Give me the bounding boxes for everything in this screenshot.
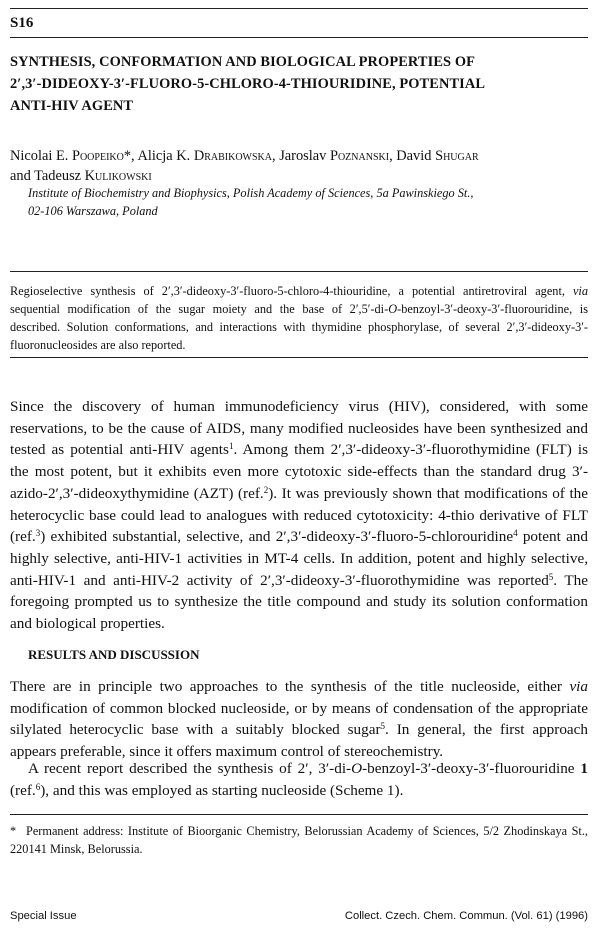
title-line: 2′,3′-DIDEOXY-3′-FLUORO-5-CHLORO-4-THIOURIDINE, POTENTIAL (10, 76, 486, 92)
reference-superscript: 1 (228, 441, 234, 452)
paragraph-text: modification of common blocked nucleoside, or by means of condensation of the appropriate silylated heterocyclic base with a suitably blocked sugar (10, 699, 588, 739)
author-given-name: Nicolai E. (10, 148, 72, 164)
title-line: ANTI-HIV AGENT (10, 98, 134, 114)
paragraph-text: (ref. (10, 781, 36, 799)
header-rule (10, 37, 588, 38)
paragraph-text: There are in principle two approaches to the synthesis of the title nucleoside, either (10, 678, 570, 695)
results-paragraph (10, 676, 588, 763)
paragraph-text: ), and this was employed as starting nucleoside (Scheme 1). (40, 781, 404, 799)
reference-superscript: 5 (548, 571, 554, 582)
footnote (10, 822, 588, 858)
section-heading: RESULTS AND DISCUSSION (28, 647, 200, 662)
footer-left: Special Issue (10, 910, 77, 922)
paragraph-text: A recent report described the synthesis of 2′, 3′-di- (28, 760, 352, 777)
results-paragraph (10, 758, 588, 801)
reference-superscript: 4 (513, 528, 518, 539)
author-given-name: Alicja K. (137, 148, 194, 164)
author-surname: Poopeiko (71, 148, 124, 164)
affiliation (28, 184, 588, 220)
abstract-italic: via (572, 284, 588, 298)
paragraph-text: . In general, the first approach appears preferable, since it offers maximum control of stereochemistry. (10, 721, 589, 761)
author-separator: , (389, 148, 397, 164)
author-surname: Kulikowski (84, 168, 152, 184)
paragraph-text: Since the discovery of human immunodeficiency virus (HIV), considered, with some reservations, to be the cause of AIDS, many modified nucleosides have been synthesized and tested as potential anti-HIV agents (10, 398, 588, 459)
reference-superscript: 3 (35, 528, 41, 539)
author-surname: Poznanski (329, 148, 390, 164)
abstract-italic: O (388, 302, 398, 316)
paragraph-italic: via (569, 678, 588, 695)
article-title (10, 51, 588, 117)
author-surname: Shugar (435, 148, 479, 164)
paragraph-text: . The foregoing prompted us to synthesize the title compound and study its solution conformation and biological properties. (10, 571, 588, 633)
affiliation-line: 02-106 Warszawa, Poland (28, 204, 158, 218)
abstract-bottom-rule (10, 357, 588, 358)
author-given-name: David (396, 148, 436, 164)
footnote-text: Permanent address: Institute of Bioorganic Chemistry, Belorussian Academy of Sciences, 5/2 Zhodinskaya St., 220141 Minsk, Belorussia. (10, 824, 588, 856)
reference-superscript: 6 (35, 781, 41, 792)
paragraph-text: potent and highly selective, anti-HIV-1 activities in MT-4 cells. In addition, potent and highly selective, anti-HIV-1 and anti-HIV-2 activity of 2′,3′-dideoxy-3′-fluorothymidine was reported (10, 528, 588, 589)
paragraph-italic: O (351, 760, 363, 777)
reference-superscript: 5 (380, 721, 386, 732)
abstract (10, 282, 588, 354)
footnote-rule (10, 814, 588, 815)
title-line: SYNTHESIS, CONFORMATION AND BIOLOGICAL PROPERTIES OF (10, 54, 476, 70)
abstract-top-rule (10, 271, 588, 272)
abstract-text: Regioselective synthesis of 2′,3′-dideoxy-3′-fluoro-5-chloro-4-thiouridine, a potential antiretroviral agent, (10, 284, 573, 298)
footnote-mark: * (10, 824, 17, 838)
author-given-name: and Tadeusz (10, 168, 85, 184)
affiliation-line: Institute of Biochemistry and Biophysics, Polish Academy of Sciences, 5a Pawinskiego St., (28, 186, 474, 200)
compound-number: 1 (580, 760, 588, 777)
paragraph-text: . Among them 2′,3′-dideoxy-3′-fluorothymidine (FLT) is the most potent, but it exhibits even more cytotoxic side-effects than the standard drug 3′-azido-2′,3′-dideoxythymidine (AZT) (ref. (10, 441, 588, 502)
author-mark: *, (123, 148, 138, 164)
reference-superscript: 2 (263, 484, 269, 495)
intro-paragraph (10, 396, 588, 635)
top-rule (10, 8, 588, 9)
abstract-text: -benzoyl-3′-deoxy-3′-fluorouridine, is described. Solution conformations, and interactions with thymidine phosphorylase, of several 2′,3′-dideoxy-3′-fluoronucleosides are also reported. (10, 302, 588, 352)
page-code: S16 (10, 15, 34, 31)
abstract-text: sequential modification of the sugar moiety and the base of 2′,5′-di- (10, 302, 389, 316)
author-separator: , (271, 148, 280, 164)
author-surname: Drabikowska (193, 148, 272, 164)
author-list (10, 146, 588, 186)
author-given-name: Jaroslav (279, 148, 330, 164)
paragraph-text: -benzoyl-3′-deoxy-3′-fluorouridine (362, 760, 581, 777)
paragraph-text: ). It was previously shown that modifications of the heterocyclic base could lead to analogues with reduced cytotoxicity: 4-thio derivative of FLT (ref. (10, 484, 589, 546)
article-page (10, 0, 588, 936)
paragraph-text: ) exhibited substantial, selective, and 2′,3′-dideoxy-3′-fluoro-5-chlorouridine (40, 528, 514, 546)
footer-right: Collect. Czech. Chem. Commun. (Vol. 61) (1996) (344, 910, 588, 922)
